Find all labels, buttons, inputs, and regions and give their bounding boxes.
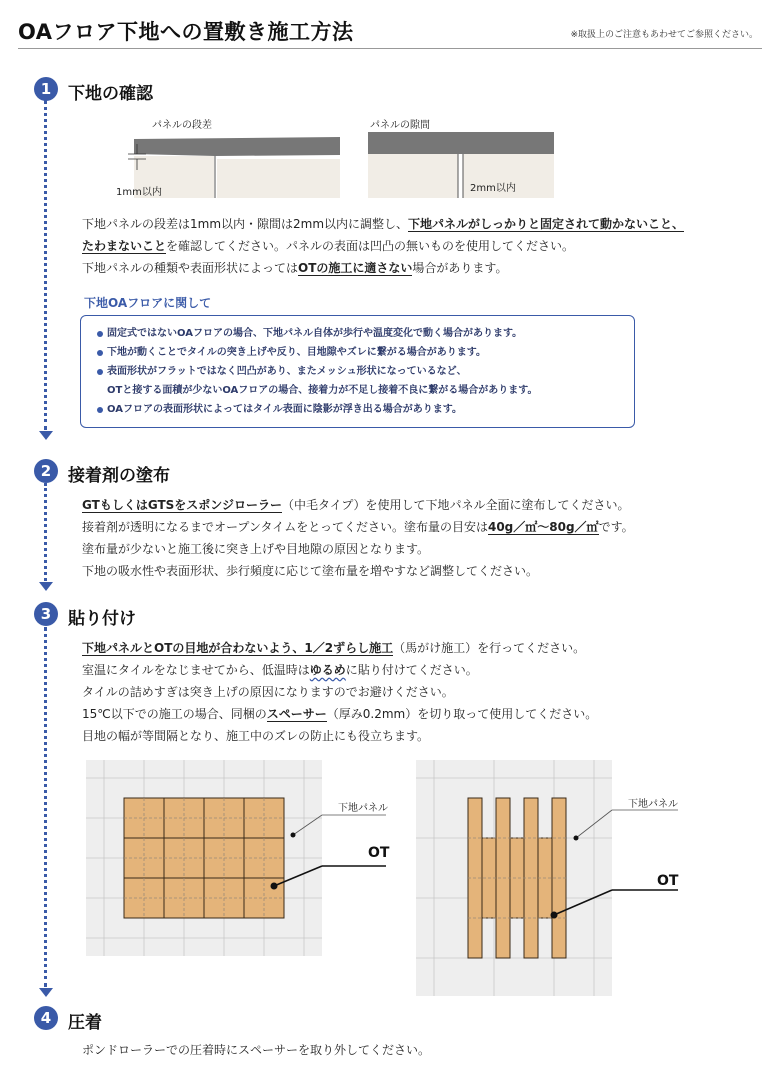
arrow-down-icon [39, 431, 53, 440]
step-connector-2 [44, 483, 47, 581]
step-2-line-3: 塗布量が少ないと施工後に突き上げや目地隙の原因となります。 [82, 542, 430, 556]
step-title-1: 下地の確認 [68, 84, 153, 104]
box-item: OTと接する面積が少ないOAフロアの場合、接着力が不足し接着不良に繋がる場合があります。 [107, 385, 538, 396]
step-4-text [82, 1039, 430, 1061]
step-3-line-4a: 15℃以下での施工の場合、同梱の [82, 707, 267, 721]
step-2-line-2c: です。 [598, 520, 634, 534]
box-item: OAフロアの表面形状によってはタイル表面に陰影が浮き出る場合があります。 [97, 400, 634, 419]
panel-gap-dimension: 2mm以内 [470, 183, 516, 194]
arrow-down-icon [39, 988, 53, 997]
page-title: OAフロア下地への置敷き施工方法 [18, 20, 354, 44]
step-title-3: 貼り付け [68, 609, 136, 629]
step-3-line-5: 目地の幅が等間隔となり、施工中のズレの防止にも役立ちます。 [82, 729, 430, 743]
panel-gap-diagram [366, 130, 566, 202]
step-2-line-2a: 接着剤が透明になるまでオープンタイムをとってください。塗布量の目安は [82, 520, 488, 534]
step-number-4: 4 [34, 1006, 58, 1030]
box-item: 下地が動くことでタイルの突き上げや反り、目地隙やズレに繋がる場合があります。 [97, 343, 634, 362]
step-3-line-3: タイルの詰めすぎは突き上げの原因になりますのでお避けください。 [82, 685, 454, 699]
step-2-line-1b: （中毛タイプ）を使用して下地パネル全面に塗布してください。 [282, 498, 630, 512]
panel-gap-label: パネルの隙間 [370, 120, 430, 131]
step-1-line-3a: 下地パネルの種類や表面形状によっては [82, 261, 299, 275]
step-1-text [82, 213, 684, 279]
step-3-line-4b: スペーサー [266, 707, 327, 721]
step-1-line-2a: たわまないこと [82, 239, 167, 253]
step-connector-3 [44, 627, 47, 987]
step-2-line-1a: GTもしくはGTSをスポンジローラー [82, 498, 282, 512]
step-1-line-1b: 下地パネルがしっかりと固定されて動かないこと、 [408, 217, 685, 231]
box-item: 表面形状がフラットではなく凹凸があり、またメッシュ形状になっているなど、 [97, 362, 634, 381]
step-2-text [82, 494, 634, 582]
panel-step-label: パネルの段差 [152, 120, 212, 131]
step-number-3: 3 [34, 602, 58, 626]
step-1-line-2b: を確認してください。パネルの表面は凹凸の無いものを使用してください。 [166, 239, 575, 253]
step-1-line-3b: OTの施工に適さない [298, 261, 413, 275]
step-3-line-2a: 室温にタイルをなじませてから、低温時は [82, 663, 310, 677]
bullet-icon [97, 407, 103, 413]
header-divider [18, 48, 762, 49]
step-3-line-1b: （馬がけ施工）を行ってください。 [393, 641, 586, 655]
step-connector-1 [44, 100, 47, 430]
step-title-4: 圧着 [68, 1013, 102, 1033]
step-1-line-1a: 下地パネルの段差は1mm以内・隙間は2mm以内に調整し、 [82, 217, 409, 231]
oa-floor-notes-box [80, 315, 635, 428]
step-3-line-2b: ゆるめ [309, 663, 346, 677]
step-3-text [82, 637, 597, 747]
step-number-2: 2 [34, 459, 58, 483]
step-2-line-2b: 40g／㎡〜80g／㎡ [487, 520, 599, 534]
arrow-down-icon [39, 582, 53, 591]
box-item: 固定式ではないOAフロアの場合、下地パネル自体が歩行や温度変化で動く場合があります。 [97, 324, 634, 343]
step-3-line-1a: 下地パネルとOTの目地が合わないよう、1／2ずらし施工 [82, 641, 394, 655]
bullet-icon [97, 369, 103, 375]
step-title-2: 接着剤の塗布 [68, 466, 170, 486]
step-1-line-3c: 場合があります。 [412, 261, 508, 275]
header-note: ※取扱上のご注意もあわせてご参照ください。 [570, 30, 758, 40]
fig-right-ot-label: OT [657, 873, 679, 889]
fig-left-ot-label: OT [368, 845, 390, 861]
step-2-line-4: 下地の吸水性や表面形状、歩行頻度に応じて塗布量を増やすなど調整してください。 [82, 564, 539, 578]
panel-step-dimension: 1mm以内 [116, 187, 162, 198]
grid-tile-figure [86, 760, 396, 960]
step-3-line-2c: に貼り付けてください。 [345, 663, 478, 677]
step-3-line-4c: （厚み0.2mm）を切り取って使用してください。 [326, 707, 598, 721]
step-number-1: 1 [34, 77, 58, 101]
fig-left-panel-label: 下地パネル [338, 803, 388, 814]
oa-floor-box-title: 下地OAフロアに関して [84, 296, 212, 310]
fig-right-panel-label: 下地パネル [628, 799, 678, 810]
bullet-icon [97, 350, 103, 356]
step-4-line-1: ポンドローラーでの圧着時にスペーサーを取り外してください。 [82, 1043, 431, 1057]
bullet-icon [97, 331, 103, 337]
